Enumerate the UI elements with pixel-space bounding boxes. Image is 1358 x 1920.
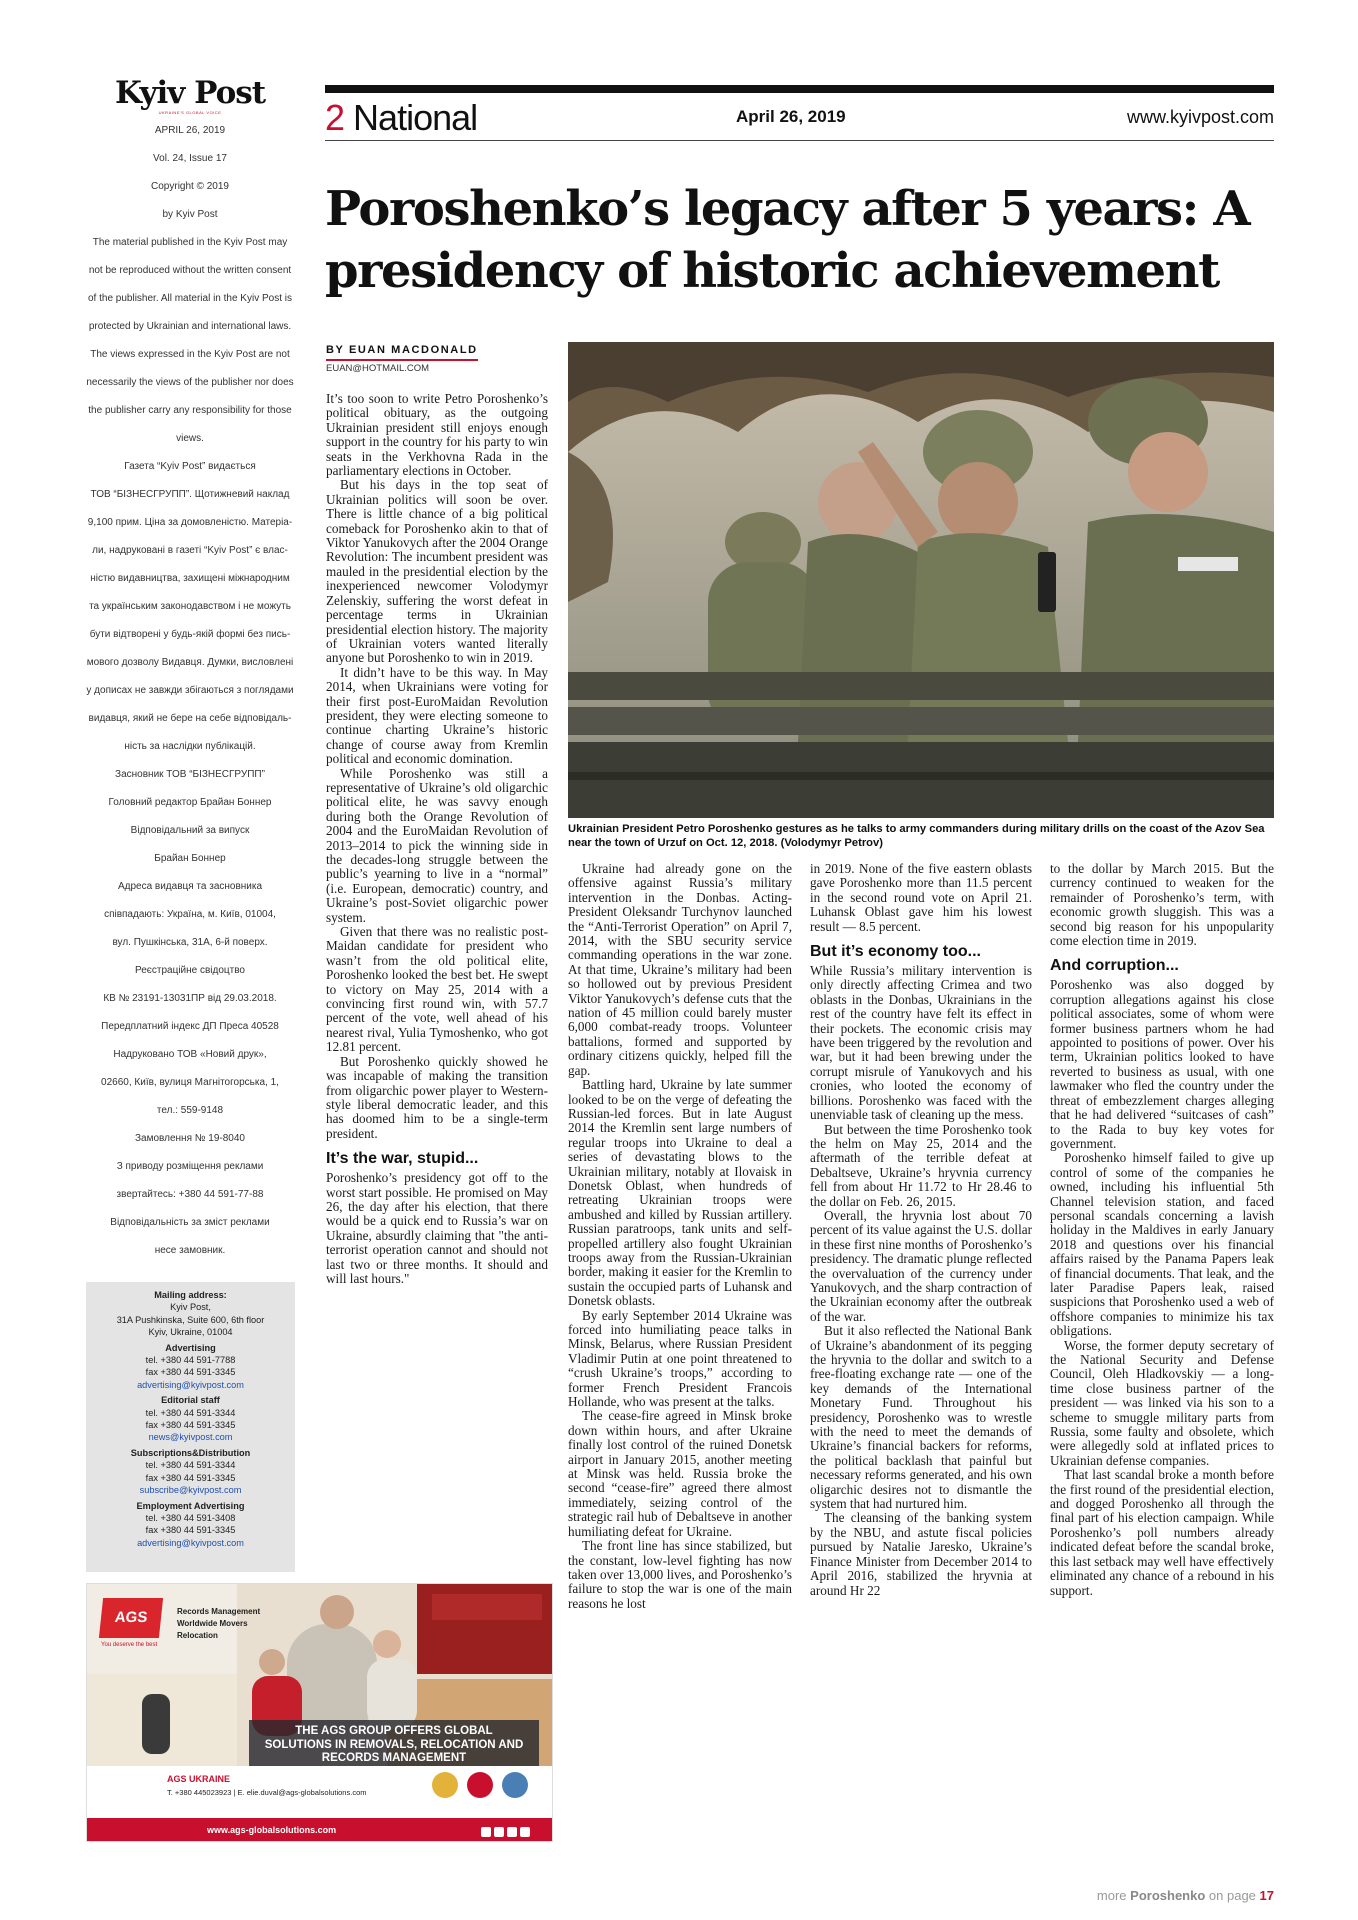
article-column-2 [568, 862, 792, 1882]
continued-on-link[interactable] [1050, 1888, 1274, 1903]
article-paragraph: By early September 2014 Ukraine was forced into humiliating peace talks in Minsk, Belarus, where Russian President Vladimir Putin at one point threatened to “crush Ukraine’s troops,” according to former French President Francois Hollande, who was present at the talks. [568, 1307, 792, 1410]
section-name: National [353, 97, 478, 138]
mailing-line: 31A Pushkinska, Suite 600, 6th floor [116, 1314, 265, 1325]
imprint-line: Газета “Kyiv Post” видається [124, 461, 256, 472]
imprint-line: Надруковано ТОВ «Новий друк», [113, 1049, 267, 1060]
imprint-line: 9,100 прим. Ціна за домовленістю. Матеріа- [87, 517, 293, 528]
article-paragraph: But it also reflected the National Bank of Ukraine’s abandonment of its pegging the hryvnia to the dollar and switch to a free-floating exchange rate — one of the key demands of the International Monetary Fund. Throughout his presidency, Poroshenko was to wrestle with the need to meet the demands of Ukraine’s financial backers for reforms, the political backlash that painful but necessary reforms generated, and his own oligarchic desires not to dismantle the system that had nurtured him. [810, 1323, 1032, 1512]
imprint-line: видавця, який не бере на себе відповідаль- [88, 713, 292, 724]
page-number: 2 [325, 97, 345, 138]
article-paragraph: The cleansing of the banking system by the NBU, and astute fiscal policies pursued by Natalie Jaresko, Ukraine’s Finance Minister from December 2014 to April 2016, stabilized the hryvnia at around Hr 22 [810, 1510, 1032, 1598]
crest-icon [467, 1772, 493, 1798]
imprint-line: The views expressed in the Kyiv Post are not [90, 349, 290, 360]
imprint-line: у дописах не завжди збігаються з поглядами [86, 685, 294, 696]
ad-service-item: Relocation [177, 1631, 218, 1640]
author-name: EUAN MACDONALD [348, 344, 478, 356]
employment-line: fax +380 44 591-3345 [145, 1525, 236, 1536]
ad-banner-line: RECORDS MANAGEMENT [321, 1752, 467, 1764]
ags-logo: AGS [99, 1598, 163, 1638]
imprint-line: by Kyiv Post [162, 209, 218, 220]
sidebar [84, 75, 296, 1265]
mailing-title: Mailing address: [154, 1290, 227, 1300]
article-paragraph: Poroshenko himself failed to give up control of some of the companies he owned, including his influential 5th Channel television station, and faced personal scandals concerning a lavish holiday in the Maldives in early January 2018 and questions over his financial affairs raised by the Panama Papers leak of financial documents. That leak, and the later Paradise Papers leak, raised suspicions that Poroshenko used a web of offshore companies to minimize his tax obligations. [1050, 1150, 1274, 1339]
photo-caption: Ukrainian President Petro Poroshenko gestures as he talks to army commanders during military drills on the coast of the Azov Sea near the town of Urzuf on Oct. 12, 2018. (Volodymyr Petrov) [568, 823, 1265, 849]
ad-company: AGS UKRAINE [167, 1774, 231, 1784]
ad-service-item: Records Management [177, 1607, 261, 1616]
editorial-line: fax +380 44 591-3345 [145, 1420, 236, 1431]
continued-prefix: more [1096, 1888, 1127, 1903]
imprint-line: ли, надруковані в газеті “Kyiv Post” є влас- [92, 545, 288, 556]
advertising-line: fax +380 44 591-3345 [145, 1367, 236, 1378]
article-paragraph: It’s too soon to write Petro Poroshenko’s political obituary, as the outgoing Ukrainian president still enjoys enough support in the country for his party to win seats in the Verkhovna Rada in the parliamentary elections in October. [326, 392, 548, 479]
imprint-line: З приводу розміщення реклами [116, 1161, 264, 1172]
byline [326, 344, 478, 361]
article-paragraph: But his days in the top seat of Ukrainian politics will soon be over. There is little chance of a big political comeback for Poroshenko akin to that of Viktor Yanukovych after the 2004 Orange Revolution: The incumbent president was mauled in the presidential election by the inexperienced newcomer Volodymyr Zelenskiy, suffering the worst defeat in percentage terms in Ukrainian presidential election history. The majority of Ukrainian voters wanted literally anyone but Poroshenko to win in 2019. [326, 477, 548, 666]
ad-tagline: You deserve the best [101, 1642, 158, 1648]
article-paragraph: Ukraine had already gone on the offensive against Russia’s military intervention in the Donbas. Acting-President Oleksandr Turchynov launched the “Anti-Terrorist Operation” on April 7, 2014, with the SBU security service commanding operations in the war zone. At that time, Ukraine’s military had been so hollowed out by previous President Viktor Yanukovych’s defense cuts that the nation of 45 million could barely muster 6,000 combat-ready troops. Volunteer battalions, formed and supported by ordinary citizens quickly, helped fill the gap. [568, 862, 792, 1078]
contact-box [86, 1282, 295, 1572]
subscriptions-title: Subscriptions&Distribution [130, 1447, 251, 1458]
imprint-line: мового дозволу Видавця. Думки, висловлені [86, 657, 294, 668]
imprint-line: 02660, Київ, вулиця Магнітогорська, 1, [101, 1077, 279, 1088]
news-email-link[interactable]: news@kyivpost.com [148, 1432, 233, 1443]
imprint-line: necessarily the views of the publisher nor does [86, 377, 294, 388]
employment-title: Employment Advertising [136, 1500, 245, 1511]
ad-banner-line: SOLUTIONS IN REMOVALS, RELOCATION AND [264, 1738, 524, 1751]
header-divider [325, 140, 1274, 141]
article-paragraph: Battling hard, Ukraine by late summer looked to be on the verge of defeating the Russian-led forces. But in late August 2014 the Kremlin sent large numbers of regular troops into Ukraine to deal a series of devastating blows to the Ukrainian military, notably at Ilovaisk in Donetsk Oblast, when hundreds of retreating Ukrainian troops were ambushed and killed by Russian artillery. Russian paratroops, tank units and self-propelled artillery also fought Ukrainian troops away from the Russian-Ukrainian border, making it easier for the Kremlin to sustain the occupied parts of Luhansk and Donetsk oblasts. [568, 1077, 792, 1309]
article-paragraph: But Poroshenko quickly showed he was incapable of making the transition from oligarchic power player to Western-style liberal democratic leader, and this has doomed him to be a single-term president. [326, 1053, 548, 1141]
article-paragraph: But between the time Poroshenko took the helm on May 25, 2014 and the aftermath of the terrible defeat at Debaltseve, Ukraine’s hryvnia currency fell from about Hr 11.72 to Hr 28.46 to the dollar on Feb. 26, 2015. [810, 1121, 1032, 1209]
article-paragraph: The front line has since stabilized, but the constant, low-level fighting has now taken over 13,000 lives, and Poroshenko’s failure to stop the war is one of the main reasons he lost [568, 1538, 792, 1611]
imprint-line: of the publisher. All material in the Kyiv Post is [88, 293, 292, 304]
article-column-3 [810, 862, 1032, 1882]
linkedin-icon[interactable] [507, 1827, 517, 1837]
continued-middle: on page [1208, 1888, 1256, 1903]
imprint-line: the publisher carry any responsibility for those [88, 405, 292, 416]
imprint-line: Реєстраційне свідоцтво [135, 965, 245, 976]
photo-illustration [568, 342, 1274, 818]
article-paragraph: While Russia’s military intervention is only directly affecting Crimea and two oblasts in the Donbas, Ukrainians in the rest of the country have felt its effect in their pockets. The economic crisis may have been triggered by the revolution and war, but it had been brewing under the corrupt misrule of Yanukovych and his cronies, who looted the economy of billions. Poroshenko was faced with the unenviable task of cleaning up the mess. [810, 963, 1032, 1123]
imprint-line: ність за наслідки публікацій. [124, 741, 256, 752]
advertising-title: Advertising [165, 1342, 216, 1353]
advertising-line: tel. +380 44 591-7788 [145, 1355, 236, 1366]
kyiv-post-logo[interactable]: Kyiv Post [114, 75, 266, 111]
imprint-line: Засновник ТОВ “БІЗНЕСГРУПП” [115, 769, 265, 780]
section-header [325, 97, 477, 139]
editorial-title: Editorial staff [161, 1395, 220, 1406]
subheading: But it’s economy too... [810, 943, 981, 961]
article-paragraph: It didn’t have to be this way. In May 2014, when Ukrainians were voting for their first post-EuroMaidan Revolution president, they were electing someone to continue charting Ukraine’s historic change of course away from Kremlin political and economic domination. [326, 664, 548, 767]
article-paragraph: While Poroshenko was still a representative of Ukraine’s old oligarchic political elite, he was savvy enough during both the Orange Revolution of 2004 and the EuroMaidan Revolution of 2013–2014 to pick the winning side in the decades-long struggle between the public’s yearning to live in a “normal” (i.e. European, democratic) country, and Ukraine’s post-Soviet oligarchic power system. [326, 765, 548, 925]
article-paragraph: in 2019. None of the five eastern oblasts gave Poroshenko more than 11.5 percent in the second round vote on April 21. Luhansk Oblast gave him his lowest result — 8.5 percent. [810, 862, 1032, 934]
article-paragraph: Poroshenko’s presidency got off to the worst start possible. He promised on May 26, the day after his election, that there would be a quick end to Russia’s war on Ukraine, absurdly claiming that "the anti-terrorist operation cannot and should not last two or three months. It should and will last hours." [326, 1170, 548, 1286]
imprint-line: вул. Пушкінська, 31А, 6-й поверх. [112, 937, 268, 948]
subscriptions-line: tel. +380 44 591-3344 [145, 1460, 236, 1471]
site-url-link[interactable]: www.kyivpost.com [1126, 107, 1274, 127]
imprint-line: КВ № 23191-13031ПР від 29.03.2018. [103, 993, 277, 1004]
ad-services [177, 1606, 260, 1642]
employment-email-link[interactable]: advertising@kyivpost.com [137, 1537, 244, 1548]
article-paragraph: The cease-fire agreed in Minsk broke down within hours, and after Ukraine finally lost control of the ruined Donetsk airport in January 2015, another meeting at Minsk was held. Russia broke the second “cease-fire” agreed there almost immediately, seizing control of the strategic rail hub of Debaltseve in another humiliating defeat for Ukraine. [568, 1408, 792, 1539]
imprint-line: співпадають: Україна, м. Київ, 01004, [104, 909, 276, 920]
ad-service-item: Worldwide Movers [177, 1619, 248, 1628]
ad-website-link[interactable]: www.ags-globalsolutions.com [87, 1818, 553, 1842]
article-paragraph: Poroshenko was also dogged by corruption allegations against his close political associates, some of whom were former business partners whom he had appointed to positions of power. Over his term, Ukrainian politics looked to have reverted to business as usual, with one lawmaker who fled the country under the threat of embezzlement charges alleging that he had delivered “suitcases of cash” to the Rada to buy key votes for government. [1050, 977, 1274, 1151]
imprint-line: Vol. 24, Issue 17 [153, 153, 227, 164]
article-paragraph: Given that there was no realistic post-Maidan candidate for president who wasn’t from the old political elite, Poroshenko looked the best bet. He swept to victory on May 25, 2014 with a convincing first round win, with 57.7 percent of the vote, well ahead of his nearest rival, Yulia Tymoshenko, who got 12.81 percent. [326, 924, 548, 1055]
imprint-line: Головний редактор Брайан Боннер [108, 797, 272, 808]
continued-page: 17 [1259, 1888, 1274, 1903]
subheading: And corruption... [1050, 957, 1179, 975]
imprint-line: Передплатний індекс ДП Преса 40528 [101, 1021, 279, 1032]
article-column-1 [326, 392, 548, 1567]
imprint [84, 117, 296, 1265]
header-rule [325, 85, 1274, 93]
imprint-line: та українським законодавством і не можуть [89, 601, 291, 612]
youtube-icon[interactable] [520, 1827, 530, 1837]
imprint-line: ТОВ “БІЗНЕСГРУПП”. Щотижневий наклад [90, 489, 290, 500]
imprint-line: Брайан Боннер [154, 853, 226, 864]
article-paragraph: Worse, the former deputy secretary of the National Security and Defense Council, Oleh Hladkovskiy — a long-time close business partner of the president — was linked via his son to a scheme to smuggle military parts from Russia, some faulty and obsolete, which were allegedly sold at inflated prices to Ukrainian defense companies. [1050, 1337, 1274, 1468]
imprint-line: звертайтесь: +380 44 591-77-88 [116, 1189, 264, 1200]
facebook-icon[interactable] [481, 1827, 491, 1837]
imprint-line: ністю видавництва, захищені міжнародним [90, 573, 290, 584]
imprint-line: views. [176, 433, 204, 444]
byline-prefix: BY [326, 344, 345, 356]
imprint-line: бути відтворені у будь-якій формі без пись- [89, 629, 291, 640]
article-column-4 [1050, 862, 1274, 1892]
ad-contact: T. +380 445023923 | E. elie.duval@ags-globalsolutions.com [167, 1788, 367, 1797]
employment-line: tel. +380 44 591-3408 [145, 1512, 236, 1523]
seal-icon [432, 1772, 458, 1798]
advertising-email-link[interactable]: advertising@kyivpost.com [137, 1379, 244, 1390]
ad-banner-line: THE AGS GROUP OFFERS GLOBAL [295, 1725, 493, 1737]
imprint-line: несе замовник. [154, 1245, 226, 1256]
continued-keyword: Poroshenko [1130, 1888, 1206, 1903]
article-paragraph: to the dollar by March 2015. But the currency continued to weaken for the remainder of Poroshenko’s term, with economic growth sluggish. This was a second big reason for his unpopularity come election time in 2019. [1050, 862, 1274, 949]
globe-icon [502, 1772, 528, 1798]
imprint-line: Відповідальний за випуск [130, 825, 250, 836]
article-paragraph: Overall, the hryvnia lost about 70 percent of its value against the U.S. dollar in these first nine months of Poroshenko’s presidency. The dramatic plunge reflected the overvaluation of the currency under Yanukovych, and the sharp contraction of the Ukrainian economy after the outbreak of the war. [810, 1207, 1032, 1324]
imprint-line: not be reproduced without the written consent [88, 265, 292, 276]
subheading: It’s the war, stupid... [326, 1150, 479, 1168]
imprint-line: The material published in the Kyiv Post may [92, 237, 288, 248]
imprint-line: Copyright © 2019 [151, 181, 229, 192]
author-email-link[interactable]: EUAN@HOTMAIL.COM [326, 363, 430, 374]
article-headline: Poroshenko’s legacy after 5 years: A presidency of historic achievement [325, 181, 1250, 299]
subscribe-email-link[interactable]: subscribe@kyivpost.com [139, 1485, 242, 1496]
social-icons [478, 1824, 530, 1842]
logo-tagline: UKRAINE'S GLOBAL VOICE [158, 110, 222, 115]
imprint-line: Відповідальність за зміст реклами [110, 1217, 270, 1228]
imprint-line: protected by Ukrainian and international laws. [88, 321, 292, 332]
issue-date: April 26, 2019 [736, 107, 846, 126]
imprint-line: APRIL 26, 2019 [154, 125, 226, 136]
subscriptions-line: fax +380 44 591-3345 [145, 1472, 236, 1483]
mailing-line: Kyiv Post, [170, 1302, 211, 1313]
imprint-line: Адреса видавця та засновника [117, 881, 263, 892]
twitter-icon[interactable] [494, 1827, 504, 1837]
article-paragraph: That last scandal broke a month before the first round of the presidential election, and dogged Poroshenko all through the final part of his election campaign. While Poroshenko’s poll numbers already indicated defeat before the scandal broke, this last setback may well have effectively eliminated any chance of a rebound in his support. [1050, 1467, 1274, 1598]
imprint-line: тел.: 559-9148 [156, 1105, 224, 1116]
mailing-line: Kyiv, Ukraine, 01004 [148, 1327, 233, 1338]
editorial-line: tel. +380 44 591-3344 [145, 1407, 236, 1418]
ags-advertisement[interactable] [86, 1583, 553, 1842]
imprint-line: Замовлення № 19-8040 [135, 1133, 245, 1144]
ad-banner [249, 1720, 539, 1766]
article-photo[interactable] [568, 342, 1274, 818]
